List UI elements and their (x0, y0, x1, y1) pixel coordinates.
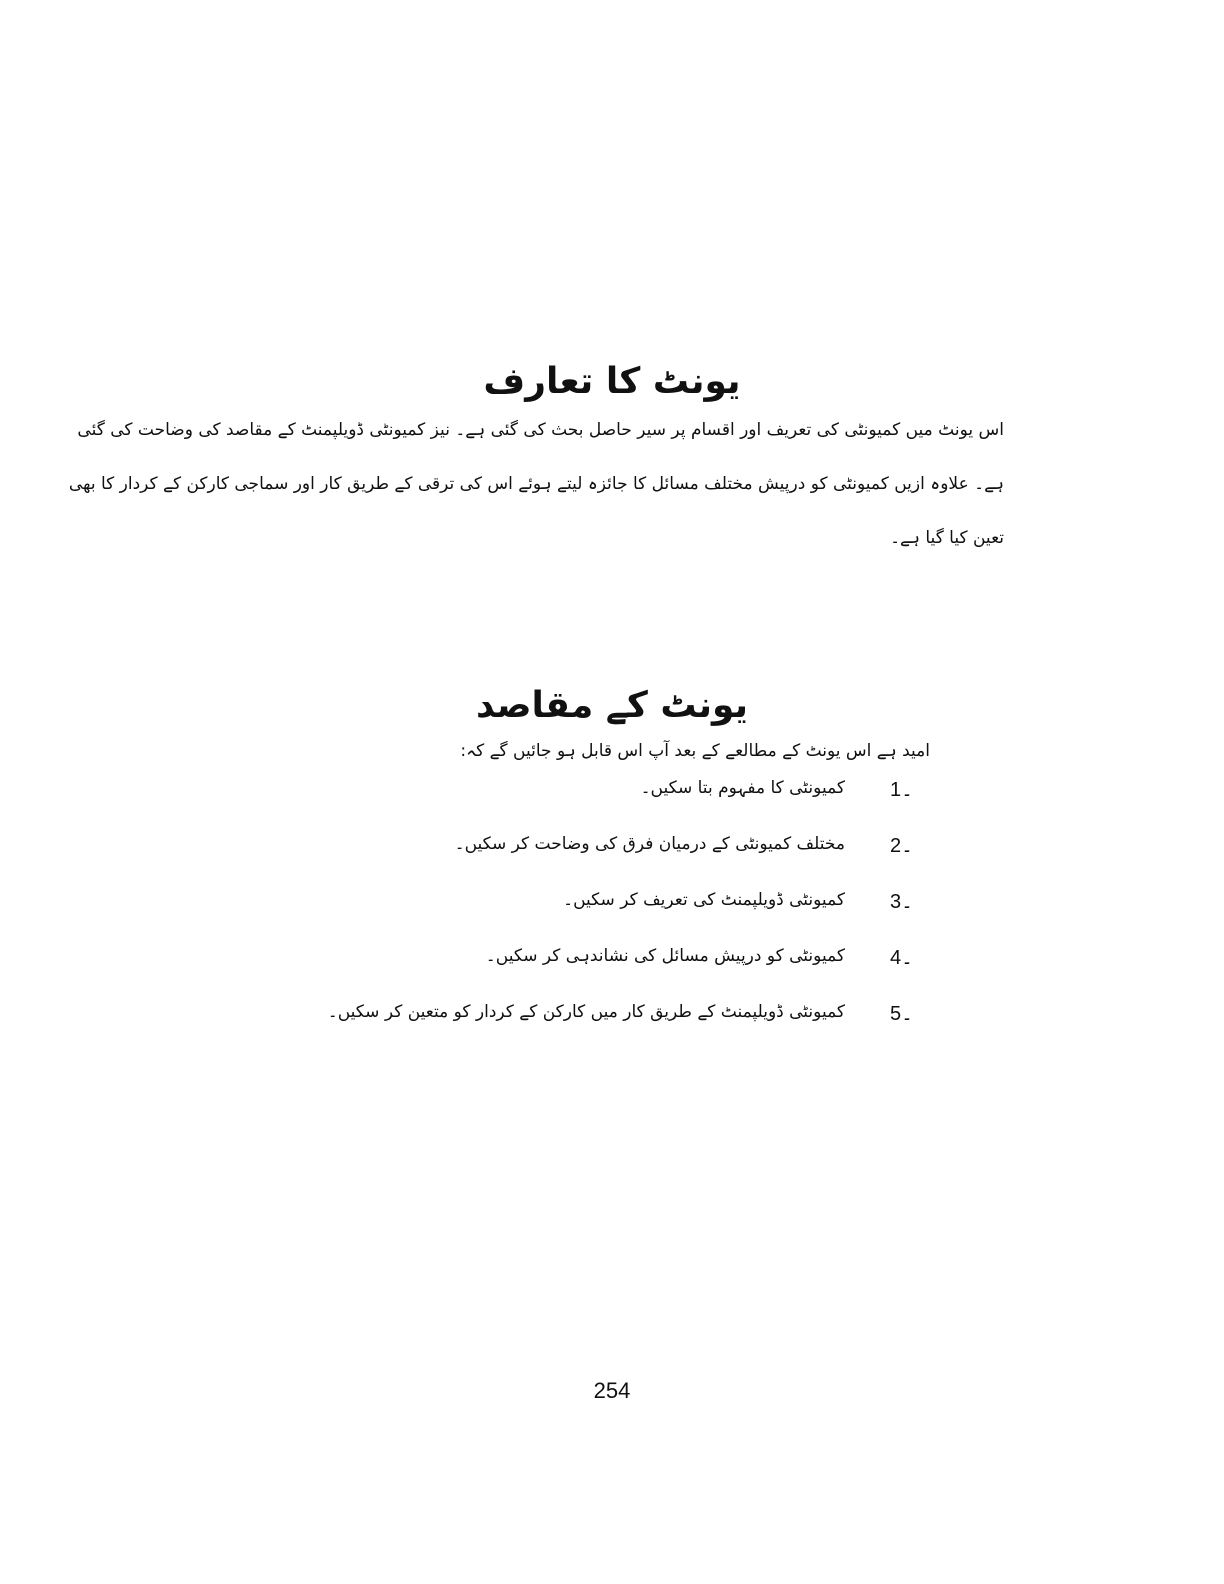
objective-number: 2۔ (890, 835, 913, 857)
objectives-list (327, 772, 930, 1052)
objective-text: مختلف کمیونٹی کے درمیان فرق کی وضاحت کر سکیں۔ (454, 834, 845, 854)
objective-item (410, 772, 930, 828)
objective-text: کمیونٹی ڈویلپمنٹ کے طریق کار میں کارکن کے کردار کو متعین کر سکیں۔ (327, 1002, 845, 1022)
objective-text: کمیونٹی کا مفہوم بتا سکیں۔ (640, 778, 845, 798)
intro-heading: یونٹ کا تعارف (483, 361, 741, 403)
objectives-lead: امید ہے اس یونٹ کے مطالعے کے بعد آپ اس قابل ہو جائیں گے کہ: (460, 741, 930, 761)
intro-paragraph (68, 403, 1004, 565)
objective-item (410, 884, 930, 940)
intro-line: ہے۔ علاوہ ازیں کمیونٹی کو درپیش مختلف مسائل کا جائزہ لیتے ہوئے اس کی ترقی کے طریق کار اور سماجی کارکن کے کردار کا بھی (68, 474, 1004, 494)
intro-line: اس یونٹ میں کمیونٹی کی تعریف اور اقسام پر سیر حاصل بحث کی گئی ہے۔ نیز کمیونٹی ڈویلپمنٹ کے مقاصد کی وضاحت کی گئی (77, 420, 1004, 440)
objective-number: 1۔ (890, 779, 913, 801)
objective-number: 5۔ (890, 1003, 913, 1025)
objective-item (410, 940, 930, 996)
intro-line: تعین کیا گیا ہے۔ (890, 528, 1004, 548)
objectives-heading: یونٹ کے مقاصد (475, 684, 749, 726)
objective-item (410, 828, 930, 884)
objective-number: 3۔ (890, 891, 913, 913)
objective-number: 4۔ (890, 947, 913, 969)
page-number: 254 (593, 1378, 631, 1403)
objective-item (327, 996, 930, 1052)
objective-text: کمیونٹی ڈویلپمنٹ کی تعریف کر سکیں۔ (563, 890, 845, 910)
objective-text: کمیونٹی کو درپیش مسائل کی نشاندہی کر سکیں۔ (485, 946, 845, 966)
